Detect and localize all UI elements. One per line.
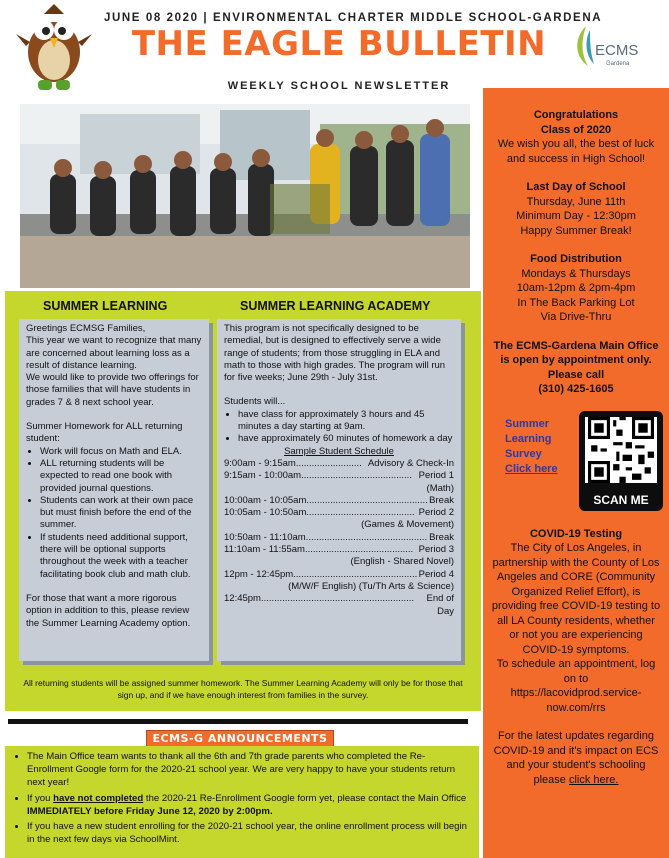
eagle-mascot-icon: [14, 2, 94, 94]
schedule-activity: Period 1: [418, 470, 454, 482]
food-title: Food Distribution: [530, 253, 622, 265]
schedule-activity: Break: [429, 531, 454, 543]
schedule-time: 10:50am - 11:10am..............................................: [224, 531, 428, 543]
schedule-activity: Period 4: [418, 568, 454, 580]
homework-note: All returning students will be assigned summer homework. The Summer Learning Academy will only be for those that sign up, and if we have enough interest from families in the survey.: [23, 678, 463, 700]
last-day-block: [491, 180, 661, 238]
schedule-table: [224, 458, 454, 618]
list-item: • have approximately 60 minutes of homework a day: [238, 433, 454, 445]
food-location: In The Back Parking Lot: [517, 296, 635, 309]
covid-appointment: To schedule an appointment, log on to: [496, 658, 656, 685]
schedule-row: [224, 544, 454, 556]
covid-block: [491, 527, 661, 716]
schedule-time: 9:15am - 10:00am..........................................: [224, 470, 412, 482]
newsletter-header: [0, 0, 669, 100]
homework-list: [40, 446, 202, 581]
updates-block: [491, 729, 661, 787]
announcements-list: [27, 750, 471, 846]
schedule-activity: Break: [429, 494, 454, 506]
announcements-title-wrap: [0, 729, 480, 747]
summer-learning-section: [5, 291, 481, 711]
announcement-emphasis: have not completed: [53, 792, 144, 804]
greeting: Greetings ECMSG Families,: [26, 323, 146, 334]
announcements-title: ECMS-G ANNOUNCEMENTS: [146, 730, 335, 747]
academy-intro: This program is not specifically designed to be remedial, but is designed to effectively serve a wide range of students; from those struggling in ELA and math to those with high grades. The program will run for five weeks; June 29th - July 31st.: [224, 323, 446, 384]
schedule-activity: Advisory & Check-In: [367, 457, 454, 469]
schedule-row: [224, 569, 454, 581]
announcement-item: [27, 792, 471, 818]
homework-title: Summer Homework for ALL returning student:: [26, 421, 183, 445]
schedule-row: [224, 593, 454, 618]
schedule-title: Sample Student Schedule: [284, 445, 394, 457]
survey-word-1: Summer: [505, 417, 550, 430]
offer: We would like to provide two offerings for those families that will have students in grades 7 & 8 next school year.: [26, 372, 199, 408]
schedule-subject: (Math): [426, 482, 454, 494]
summer-learning-heading: SUMMER LEARNING: [43, 299, 168, 313]
updates-text: For the latest updates regarding COVID-19 and it's impact on ECS and your student's schooling please: [493, 730, 659, 786]
intro: This year we want to recognize that many are concerned about learning loss as a result of distance learning.: [26, 335, 202, 371]
updates-link[interactable]: click here.: [568, 773, 619, 786]
academy-heading: SUMMER LEARNING ACADEMY: [240, 299, 431, 313]
covid-body: The City of Los Angeles, in partnership with the County of Los Angeles and CORE (Community Organized Relief Effort), is providing free COVID-19 testing to all LA County residents, whether or not you are experiencing COVID-19 symptoms.: [491, 542, 661, 656]
scan-me-label: SCAN ME: [593, 493, 649, 507]
survey-qr-row: [491, 411, 661, 511]
schedule-time: 10:00am - 10:05am..............................................: [224, 494, 428, 506]
food-days: Mondays & Thursdays: [521, 267, 631, 280]
schedule-activity: Period 3: [418, 544, 454, 556]
survey-click-here[interactable]: Click here: [505, 462, 558, 475]
list-item: • ALL returning students will be expected to read one book with provided journal questions.: [40, 458, 202, 495]
announcement-deadline: IMMEDIATELY before Friday June 12, 2020 by 2:00pm.: [27, 805, 273, 817]
list-item: • have class for approximately 3 hours and 45 minutes a day starting at 9am.: [238, 409, 454, 434]
congrats-title-1: Congratulations: [533, 109, 619, 121]
closing: For those that want a more rigorous option in addition to this, please review the Summer Learning Academy option.: [26, 592, 191, 629]
food-block: [491, 252, 661, 325]
schedule-row: [224, 507, 454, 519]
academy-list: [238, 409, 454, 446]
announcement-text: the 2020-21 Re-Enrollment Google form yet, please contact the Main Office: [143, 792, 467, 804]
section-divider: [8, 719, 468, 724]
covid-url[interactable]: https://lacovidprod.service-now.com/rrs: [510, 687, 642, 714]
schedule-time: 12:45pm..........................................................: [224, 593, 415, 605]
last-day-title: Last Day of School: [526, 181, 626, 193]
sidebar-announcements: [483, 88, 669, 858]
list-item: • If students need additional support, there will be optional supports throughout the week with a teacher facilitating book club and math club.: [40, 532, 202, 581]
schedule-row: [224, 532, 454, 544]
schedule-time: 12pm - 12:45pm...............................................: [224, 568, 418, 580]
ecms-logo: [572, 22, 642, 72]
qr-code[interactable]: [579, 411, 663, 511]
announcement-item: • If you have a new student enrolling for the 2020-21 school year, the online enrollment process will begin in the next few days via SchoolMint.: [27, 820, 471, 846]
survey-word-3: Survey: [505, 447, 542, 460]
survey-link[interactable]: [505, 417, 571, 477]
last-day-minimum: Minimum Day - 12:30pm: [516, 210, 636, 222]
list-item: • Students can work at their own pace but must finish before the end of the summer.: [40, 495, 202, 532]
last-day-date: Thursday, June 11th: [526, 195, 626, 208]
newsletter-subtitle: WEEKLY SCHOOL NEWSLETTER: [227, 80, 451, 92]
office-block: [491, 339, 661, 397]
schedule-activity: Period 2: [418, 507, 454, 519]
office-text: The ECMS-Gardena Main Office is open by appointment only. Please call: [493, 339, 659, 381]
students-group-photo: [20, 104, 470, 288]
dateline: JUNE 08 2020 | ENVIRONMENTAL CHARTER MIDDLE SCHOOL-GARDENA: [104, 12, 603, 24]
schedule-subject: (Games & Movement): [361, 519, 454, 531]
schedule-time: 9:00am - 9:15am.........................: [224, 457, 362, 469]
students-will: Students will...: [224, 396, 286, 408]
schedule-time: 11:10am - 11:55am.........................................: [224, 544, 414, 556]
announcement-text: If you: [27, 792, 54, 804]
last-day-break: Happy Summer Break!: [520, 224, 632, 237]
schedule-activity: End of Day: [426, 593, 454, 617]
schedule-subject: (English - Shared Novel): [350, 556, 454, 568]
logo-text: ECMS: [595, 42, 639, 59]
survey-word-2: Learning: [505, 432, 552, 445]
announcement-item: • The Main Office team wants to thank all the 6th and 7th grade parents who completed the Re-Enrollment Google form for the 2020-21 school year. We are very happy to have your students return next year!: [27, 750, 471, 790]
office-phone: (310) 425-1605: [538, 383, 614, 395]
covid-title: COVID-19 Testing: [529, 527, 623, 540]
newsletter-title: THE EAGLE BULLETIN: [131, 24, 547, 64]
schedule-time: 10:05am - 10:50am.........................................: [224, 507, 415, 519]
congrats-body: We wish you all, the best of luck and success in High School!: [497, 138, 655, 165]
schedule-subject: (M/W/F English) (Tu/Th Arts & Science): [288, 580, 454, 592]
schedule-row: [224, 470, 454, 482]
logo-subtext: Gardena: [606, 61, 630, 67]
summer-learning-panel: [19, 319, 209, 661]
congrats-block: [491, 108, 661, 166]
qr-code-icon: [585, 417, 657, 483]
academy-panel: [217, 319, 461, 661]
announcements-section: [5, 746, 479, 858]
list-item: • Work will focus on Math and ELA.: [40, 446, 202, 458]
food-hours: 10am-12pm & 2pm-4pm: [516, 282, 636, 294]
congrats-title-2: Class of 2020: [540, 123, 612, 136]
food-method: Via Drive-Thru: [540, 311, 612, 323]
schedule-row: [224, 495, 454, 507]
schedule-row: [224, 458, 454, 470]
